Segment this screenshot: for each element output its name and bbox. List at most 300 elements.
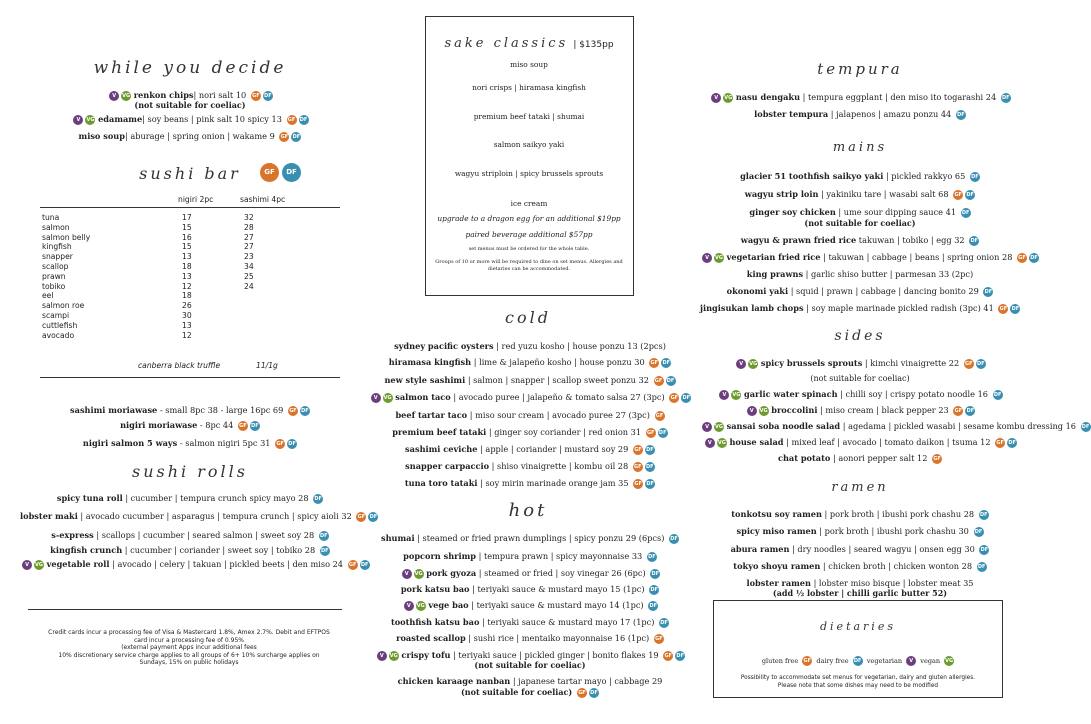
hot-heading: hot: [508, 500, 548, 521]
table-cell: 13: [182, 271, 192, 281]
dairy-free-icon: DF: [369, 514, 378, 520]
table-cell: 15: [182, 222, 192, 232]
dish-name: tokyo shoyu ramen: [733, 561, 821, 571]
dairy-free-icon: DF: [301, 408, 309, 414]
dairy-free-icon: DF: [360, 562, 369, 568]
dairy-free-icon: DF: [966, 192, 974, 198]
dish-description: | pickled rakkyo 65: [883, 171, 966, 181]
vegan-icon: VG: [715, 255, 723, 261]
dish-name: sansai soba noodle salad: [726, 421, 841, 431]
table-cell: salmon roe: [42, 301, 85, 311]
dish-description: | steamed or fried | soy vinegar 26 (6pc): [476, 568, 646, 578]
dish-description: | pork broth | ibushi pork chashu 30: [816, 526, 969, 536]
menu-item-broccolini: [700, 405, 1020, 416]
vegan-icon: VG: [759, 408, 768, 414]
dish-name: lobster ramen: [746, 578, 811, 588]
dish-description: | aburage | spring onion | wakame 9: [125, 131, 275, 141]
table-cell: 12: [182, 281, 192, 291]
dairy-free-icon: DF: [682, 395, 691, 401]
vegan-icon: VG: [715, 424, 723, 430]
gluten-free-icon: GF: [655, 413, 664, 419]
dish-name: sashimi ceviche: [405, 444, 478, 454]
dish-description: | lime & jalapeño kosho | house ponzu 30: [471, 357, 645, 367]
dish-description: | takuwan | cabbage | beans | spring onion 28: [820, 252, 1013, 262]
table-cell: 13: [182, 252, 192, 262]
table-cell: prawn: [42, 271, 66, 281]
gluten-free-icon: GF: [655, 636, 663, 642]
menu-item-toothfish-saikyo-yaki: [700, 171, 1020, 182]
menu-item-jingisukan-lamb-chops: [700, 303, 1020, 314]
dairy-free-icon: DF: [251, 423, 259, 429]
sake-classics-box: [425, 16, 634, 296]
upgrade-note: upgrade to a dragon egg for an additional $19pp: [437, 214, 621, 223]
gluten-free-icon: GF: [276, 441, 284, 447]
sides-heading: sides: [834, 328, 886, 344]
dairy-free-icon: DF: [660, 620, 668, 626]
gluten-free-icon: GF: [348, 562, 357, 568]
menu-item-chat-potato: [700, 453, 1020, 464]
dairy-free-icon: DF: [971, 174, 979, 180]
notice-line: Possibility to accommodate set menus for vegetarian, dairy and gluten allergies.: [740, 675, 976, 681]
vegan-icon: VG: [389, 653, 398, 659]
dish-description: | chilli soy | crispy potato noodle 16: [837, 389, 988, 399]
dish-name: spicy miso ramen: [736, 526, 817, 536]
dish-description: | cucumber | coriander | sweet soy | tobiko 28: [122, 545, 316, 555]
sake-classics-title: [428, 32, 630, 51]
menu-item-miso-soup: [40, 131, 340, 142]
table-cell: 34: [244, 261, 254, 271]
table-cell: 12: [182, 330, 192, 340]
menu-item-nigiri-salmon-5-ways: [40, 438, 340, 449]
gluten-free-icon: GF: [634, 481, 642, 487]
dairy-free-icon: DF: [1011, 306, 1020, 312]
notice-line: Groups of 10 or more will be required to dine on set menus. Allergies and: [435, 259, 623, 265]
legend-label: gluten free: [761, 657, 799, 665]
nigiri-column-header: nigiri 2pc: [178, 195, 214, 204]
gluten-free-icon: GF: [239, 423, 247, 429]
menu-item-vegetable-roll: [20, 559, 369, 570]
table-cell: 24: [244, 281, 254, 291]
dairy-free-icon: DF: [984, 289, 993, 295]
menu-item-wagyu-prawn-fried-rice: [700, 235, 1020, 246]
gluten-free-icon: GF: [289, 408, 297, 414]
set-menu-course: ice cream: [510, 199, 548, 208]
table-cell: 16: [182, 232, 192, 242]
dairy-free-icon: DF: [1081, 424, 1090, 430]
dish-name: tuna toro tataki: [404, 478, 478, 488]
vegan-icon: VG: [122, 93, 131, 99]
dairy-free-icon: DF: [658, 430, 667, 436]
dish-name: spicy tuna roll: [56, 493, 123, 503]
menu-item-sansai-soba-noodle-salad: [700, 421, 1090, 432]
notice-line: card incur a processing fee of 0.95%: [134, 636, 244, 644]
gluten-free-icon: GF: [650, 360, 659, 366]
table-cell: 30: [182, 310, 192, 320]
vegan-icon: VG: [732, 392, 741, 398]
dish-description: - 8pc 44: [197, 420, 234, 430]
vegan-icon: VG: [717, 440, 726, 446]
menu-item-lobster-tempura: [700, 109, 1020, 120]
vegetarian-icon: V: [377, 651, 387, 661]
mains-heading: mains: [832, 140, 888, 155]
vegan-icon: VG: [383, 395, 392, 401]
dairy-free-icon: DF: [646, 481, 654, 487]
dish-name: sashimi moriawase: [70, 405, 158, 415]
set-menu-course: miso soup: [510, 60, 548, 69]
dairy-free-icon: DF: [666, 378, 675, 384]
table-cell: 25: [244, 271, 254, 281]
dish-name: chicken karaage nanban: [397, 676, 511, 686]
menu-item-shumai: [350, 533, 710, 544]
dish-description: - small 8pc 38 - large 16pc 69: [157, 405, 284, 415]
dish-description: | teriyaki sauce & mustard mayo 14 (1pc): [468, 600, 644, 610]
dish-description: | teriyaki sauce & mustard mayo 17 (1pc): [479, 617, 655, 627]
dish-description: | pork broth | ibushi pork chashu 28: [821, 509, 975, 519]
gluten-free-icon: GF: [280, 134, 289, 140]
set-menu-course: premium beef tataki | shumai: [473, 112, 585, 121]
dish-name: hiramasa kingfish: [388, 357, 472, 367]
menu-item-ginger-soy-chicken: [700, 207, 1020, 218]
dish-name: salmon taco: [395, 392, 451, 402]
sake-classics-price: | $135pp: [573, 40, 614, 50]
dairy-free-icon: DF: [993, 392, 1002, 398]
dish-description: | teriyaki sauce | pickled ginger | bonito flakes 19: [450, 650, 659, 660]
legend-label: vegetarian: [866, 657, 903, 665]
table-cell: 18: [182, 261, 192, 271]
menu-item-wagyu-strip-loin: [700, 189, 1020, 200]
notice-line: Sundays, 15% on public holidays: [139, 659, 239, 667]
dish-description: - salmon nigiri 5pc 31: [177, 438, 271, 448]
gluten-free-icon: GF: [996, 440, 1004, 446]
menu-item-abura-ramen: [700, 544, 1020, 555]
cold-heading: cold: [505, 308, 551, 327]
table-cell: 27: [244, 232, 254, 242]
dish-name: snapper carpaccio: [405, 461, 490, 471]
vegetarian-icon: V: [371, 393, 381, 403]
notice-line: 10% discretionary service charge applies to all groups of 6+ 10% surcharge applies on: [58, 651, 320, 659]
truffle-price: 11/1g: [256, 361, 278, 370]
ramen-heading: ramen: [831, 480, 889, 495]
gluten-free-icon: GF: [646, 430, 655, 436]
table-cell: 17: [182, 213, 192, 222]
dish-description: | squid | prawn | cabbage | dancing bonito 29: [788, 286, 979, 296]
menu-item-sashimi-ceviche: [360, 444, 700, 455]
dish-name: premium beef tataki: [392, 427, 487, 437]
coeliac-note-text: (not suitable for coeliac): [461, 687, 573, 697]
dish-name: vegetarian fried rice: [726, 252, 821, 262]
dairy-free-icon: DF: [1030, 255, 1038, 261]
dish-name: broccolini: [771, 405, 818, 415]
table-cell: 26: [182, 301, 192, 311]
dish-name: s-express: [51, 530, 94, 540]
menu-item-vege-bao: [350, 600, 710, 611]
menu-item-sashimi-moriawase: [40, 405, 340, 416]
legend-label: vegan: [920, 657, 941, 665]
dairy-free-icon: DF: [1008, 440, 1016, 446]
dish-name: okonomi yaki: [726, 286, 789, 296]
gluten-free-icon: GF: [252, 93, 260, 99]
dish-description: | japanese tartar mayo | cabbage 29: [510, 676, 663, 686]
menu-item-s-express: [20, 530, 360, 541]
dish-name: king prawns: [746, 269, 804, 279]
dish-name: spicy brussels sprouts: [760, 358, 863, 368]
gluten-free-icon: GF: [965, 361, 973, 367]
paired-beverage-note: paired beverage additional $57pp: [465, 230, 593, 239]
dish-name: ginger soy chicken: [749, 207, 836, 217]
dairy-free-icon: DF: [676, 653, 684, 659]
dish-description: | lobster miso bisque | lobster meat 35: [810, 578, 974, 588]
dairy-free-icon: DF: [979, 512, 988, 518]
menu-item-spicy-tuna-roll: [20, 493, 360, 504]
dish-name: abura ramen: [730, 544, 790, 554]
set-menu-course: nori crisps | hiramasa kingfish: [472, 83, 586, 92]
notice-line: (external payment Apps incur additional fees: [121, 644, 257, 652]
table-cell: tobiko: [42, 281, 66, 291]
sashimi-prices-column: [244, 213, 284, 291]
coeliac-note: [350, 687, 710, 698]
vegan-icon: VG: [945, 658, 954, 664]
dish-description: | red yuzu kosho | house ponzu 13 (2pcs): [493, 341, 666, 351]
menu-item-salmon-taco: [360, 392, 700, 403]
dish-name: lobster tempura: [754, 109, 829, 119]
divider: [28, 609, 342, 610]
dish-description: | yakiniku tare | wasabi salt 68: [818, 189, 949, 199]
dairy-free-icon: DF: [853, 658, 862, 664]
dish-description: | chicken broth | chicken wonton 28: [820, 561, 973, 571]
gluten-free-icon: GF: [634, 464, 642, 470]
dish-description: | apple | coriander | mustard soy 29: [477, 444, 629, 454]
legend-label: dairy free: [816, 657, 849, 665]
dish-description: | steamed or fried prawn dumplings | spicy ponzu 29 (6pcs): [414, 533, 665, 543]
dairy-free-icon: DF: [957, 112, 965, 118]
set-menu-course: wagyu striploin | spicy brussels sprouts: [454, 169, 604, 178]
dairy-free-icon: DF: [1001, 95, 1010, 101]
gluten-free-icon: GF: [954, 192, 962, 198]
dish-description: | cucumber | tempura crunch spicy mayo 28: [122, 493, 309, 503]
table-cell: 32: [244, 213, 254, 222]
menu-item-hiramasa-kingfish: [360, 357, 700, 368]
dairy-free-icon: DF: [662, 360, 671, 366]
dairy-free-icon: DF: [670, 536, 678, 542]
dish-name: lobster maki: [20, 511, 78, 521]
dairy-free-icon: DF: [646, 447, 654, 453]
dish-name: house salad: [729, 437, 784, 447]
truffle-name: canberra black truffle: [138, 361, 221, 370]
gluten-free-icon: GF: [670, 395, 679, 401]
dish-name: vege bao: [428, 600, 469, 610]
table-cell: 15: [182, 242, 192, 252]
dish-description: | miso cream | black pepper 23: [817, 405, 949, 415]
dish-description: | avocado puree | jalapeño & tomato salsa 27 (3pc): [450, 392, 665, 402]
table-cell: 18: [182, 291, 192, 301]
menu-item-sydney-pacific-oysters: [360, 341, 700, 352]
gluten-free-icon: GF: [954, 408, 963, 414]
vegetarian-icon: V: [747, 406, 757, 416]
menu-item-nasu-dengaku: [700, 92, 1020, 103]
vegetarian-icon: V: [702, 253, 712, 263]
vegan-icon: VG: [749, 361, 758, 367]
tempura-heading: tempura: [817, 60, 903, 78]
dish-name: crispy tofu: [401, 650, 451, 660]
dairy-free-icon: DF: [649, 603, 658, 609]
dairy-free-icon: DF: [976, 361, 985, 367]
dish-name: roasted scallop: [396, 633, 466, 643]
notice-line: dietaries can be accommodated.: [487, 265, 571, 272]
menu-item-king-prawns: [700, 269, 1020, 280]
dish-description: | garlic shiso butter | parmesan 33 (2pc): [803, 269, 974, 279]
dish-description: | scallops | cucumber | seared salmon | sweet soy 28: [93, 530, 315, 540]
coeliac-note: (not suitable for coeliac): [804, 218, 916, 228]
dish-description: | sushi rice | mentaiko mayonnaise 16 (1pc): [465, 633, 650, 643]
dish-name: pork gyoza: [426, 568, 477, 578]
dish-description: | tempura prawn | spicy mayonnaise 33: [476, 551, 643, 561]
nigiri-prices-column: [182, 213, 222, 340]
dish-name: sydney pacific oysters: [394, 341, 494, 351]
dish-name: pork katsu bao: [400, 584, 470, 594]
table-cell: cuttlefish: [42, 320, 78, 330]
menu-item-new-style-sashimi: [360, 375, 700, 386]
set-menu-note: set menus must be ordered for the whole table.: [468, 246, 590, 252]
menu-item-edamame: [40, 114, 340, 125]
vegetarian-icon: V: [705, 438, 715, 448]
dish-description: takuwan | tobiko | egg 32: [856, 235, 965, 245]
dairy-free-icon: DF: [651, 571, 660, 577]
dish-description: | aonori pepper salt 12: [830, 453, 928, 463]
divider: [40, 207, 340, 208]
coeliac-note: (not suitable for coeliac): [134, 100, 246, 110]
menu-item-vegetarian-fried-rice: [700, 252, 1038, 263]
dairy-free-icon: DF: [264, 93, 272, 99]
dish-name: tonkotsu soy ramen: [731, 509, 822, 519]
dairy-free-icon: DF: [590, 690, 598, 696]
gluten-free-icon: GF: [578, 690, 586, 696]
menu-item-pork-katsu-bao: [350, 584, 710, 595]
dairy-free-icon: DF: [966, 408, 975, 414]
dairy-free-icon: DF: [980, 547, 989, 553]
dairy-free-icon: DF: [974, 529, 983, 535]
sake-classics-heading: sake classics: [444, 36, 569, 51]
gluten-free-icon: GF: [634, 447, 642, 453]
gluten-free-icon: GF: [357, 514, 366, 520]
table-cell: eel: [42, 291, 54, 301]
vegetarian-icon: V: [109, 91, 119, 101]
menu-item-chicken-karaage-nanban: [350, 676, 710, 687]
table-cell: 27: [244, 242, 254, 252]
vegetarian-icon: V: [73, 115, 83, 125]
dish-description: | teriyaki sauce & mustard mayo 15 (1pc): [469, 584, 645, 594]
gluten-free-icon: GF: [1018, 255, 1026, 261]
table-cell: scallop: [42, 261, 69, 271]
table-cell: salmon belly: [42, 232, 91, 242]
dish-description: | tempura eggplant | den miso ito togarashi 24: [800, 92, 997, 102]
dish-description: | soy maple marinade pickled radish (3pc) 41: [803, 303, 994, 313]
dish-name: new style sashimi: [384, 375, 466, 385]
table-cell: kingfish: [42, 242, 72, 252]
payment-fees-notice: [24, 629, 354, 667]
dairy-free-icon: DF: [321, 548, 329, 554]
menu-item-kingfish-crunch: [20, 545, 360, 556]
dairy-free-icon: DF: [299, 117, 308, 123]
vegetarian-icon: V: [702, 422, 712, 432]
menu-item-lobster-maki: [20, 511, 378, 522]
table-cell: snapper: [42, 252, 73, 262]
dish-name: chat potato: [777, 453, 831, 463]
lobster-addon-note: (add ½ lobster | chilli garlic butter 52): [772, 588, 948, 598]
dish-description: | jalapenos | amazu ponzu 44: [828, 109, 952, 119]
vegetarian-icon: V: [736, 359, 746, 369]
dish-name: nasu dengaku: [735, 92, 801, 102]
dairy-free-icon: DF: [319, 533, 328, 539]
dietaries-legend: [713, 656, 1003, 666]
divider: [40, 377, 340, 378]
dish-description: | kimchi vinaigrette 22: [862, 358, 960, 368]
menu-item-tokyo-shoyu-ramen: [700, 561, 1020, 572]
gluten-free-icon: GF: [933, 456, 941, 462]
menu-item-nigiri-moriawase: [40, 420, 340, 431]
dairy-free-icon: DF: [961, 210, 970, 216]
table-cell: scampi: [42, 310, 70, 320]
menu-item-tonkotsu-soy-ramen: [700, 509, 1020, 520]
sushi-names-column: [42, 213, 162, 340]
dietaries-heading: dietaries: [820, 620, 896, 633]
sushi-rolls-heading: sushi rolls: [132, 462, 248, 481]
dish-description: | dry noodles | seared wagyu | onsen egg 30: [789, 544, 975, 554]
table-cell: avocado: [42, 330, 75, 340]
sushi-bar-heading: sushi bar: [139, 164, 241, 183]
notice-line: Credit cards incur a processing fee of Visa & Mastercard 1.8%, Amex 2.7%. Debit and EFTPOS: [48, 629, 330, 636]
table-cell: salmon: [42, 222, 70, 232]
vegetarian-icon: V: [906, 656, 916, 666]
vegetarian-icon: V: [402, 569, 412, 579]
dish-description: | mixed leaf | avocado | tomato daikon | tsuma 12: [783, 437, 991, 447]
while-you-decide-heading: while you decide: [93, 58, 287, 78]
dish-name: edamame: [98, 114, 143, 124]
dish-description: | miso sour cream | avocado puree 27 (3pc): [467, 410, 650, 420]
vegetarian-icon: V: [22, 560, 32, 570]
dish-name: beef tartar taco: [395, 410, 468, 420]
dish-name: glacier 51 toothfish saikyo yaki: [740, 171, 884, 181]
vegan-icon: VG: [35, 562, 43, 568]
gluten-free-icon: GF: [664, 653, 672, 659]
dish-name: garlic water spinach: [744, 389, 838, 399]
gluten-free-icon: GF: [260, 163, 279, 182]
dish-name: nigiri salmon 5 ways: [82, 438, 178, 448]
dish-description: | salmon | snapper | scallop sweet ponzu 32: [465, 375, 649, 385]
dairy-free-icon: DF: [314, 496, 322, 502]
sashimi-column-header: sashimi 4pc: [240, 195, 286, 204]
gluten-free-icon: GF: [287, 117, 296, 123]
notice-line: Please note that some dishes may need to be modified: [777, 683, 939, 689]
menu-item-beef-tartar-taco: [360, 410, 700, 421]
dish-name: wagyu & prawn fried rice: [740, 235, 857, 245]
dish-name: vegetable roll: [46, 559, 110, 569]
vegan-icon: VG: [724, 95, 733, 101]
dish-description: | soy mirin marinade orange jam 35: [477, 478, 629, 488]
dairy-free-icon: DF: [282, 163, 301, 182]
coeliac-note: (not suitable for coeliac): [810, 374, 910, 383]
menu-item-roasted-scallop: [350, 633, 710, 644]
menu-item-premium-beef-tataki: [360, 427, 700, 438]
menu-item-garlic-water-spinach: [700, 389, 1020, 400]
vegan-icon: VG: [414, 571, 423, 577]
table-cell: tuna: [42, 213, 60, 222]
table-cell: 28: [244, 222, 254, 232]
menu-item-spicy-brussels-sprouts: [700, 358, 1020, 369]
gluten-free-icon: GF: [999, 306, 1008, 312]
vegan-icon: VG: [416, 603, 425, 609]
dish-name: miso soup: [78, 131, 125, 141]
dairy-free-icon: DF: [977, 564, 986, 570]
